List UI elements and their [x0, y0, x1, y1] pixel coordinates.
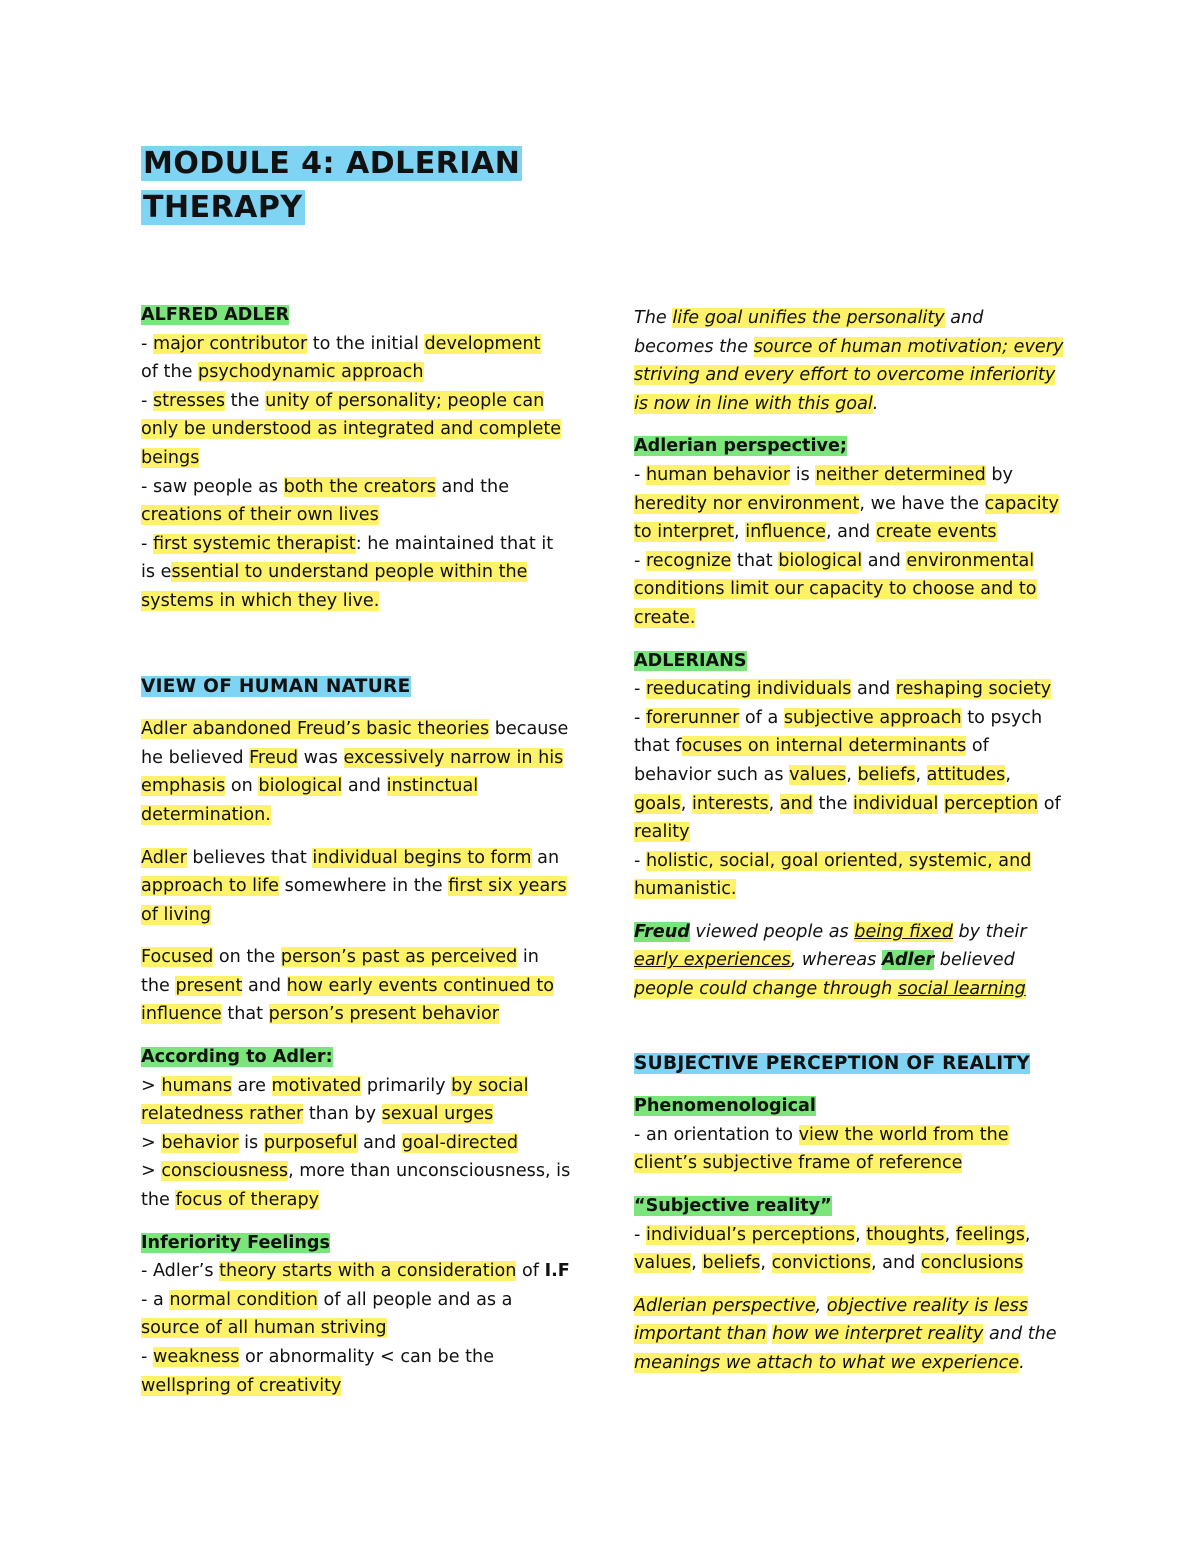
text-segment: sexual urges — [381, 1104, 494, 1125]
text-segment: influence — [141, 1004, 222, 1025]
objective-reality-line — [634, 1320, 1074, 1349]
text-segment: are — [231, 1075, 272, 1096]
text-segment: development — [424, 333, 541, 354]
perspective-line — [634, 518, 1074, 547]
text-segment: individual — [853, 793, 939, 814]
text-segment: - — [634, 1224, 646, 1245]
freud-adler-line — [634, 946, 1074, 975]
text-segment: of all people and as a — [317, 1289, 513, 1310]
para-line — [141, 715, 581, 744]
text-segment: The — [634, 308, 673, 328]
text-segment: is e — [141, 562, 172, 583]
para-line — [141, 972, 581, 1001]
text-segment: meanings we attach to what we experience — [634, 1353, 1020, 1373]
according-to-adler-heading — [141, 1043, 581, 1072]
life-goal-line — [634, 304, 1074, 333]
text-segment: reality — [634, 822, 690, 843]
text-segment: the — [225, 390, 266, 411]
subjective-reality-heading — [634, 1192, 1074, 1221]
text-segment: - — [634, 850, 646, 871]
text-segment: creations of their own lives — [141, 505, 379, 526]
text-segment: behavior — [161, 1132, 239, 1153]
text-segment: of a — [739, 707, 784, 728]
text-segment: SUBJECTIVE PERCEPTION OF REALITY — [634, 1052, 1031, 1074]
title-line-1: MODULE 4: ADLERIAN — [143, 146, 521, 181]
text-segment: on — [225, 776, 259, 797]
text-segment: systems in which they live. — [141, 590, 380, 611]
text-segment: stresses — [152, 390, 226, 411]
text-segment: biological — [778, 550, 863, 571]
text-segment: - — [634, 679, 646, 700]
text-segment: human behavior — [645, 464, 791, 485]
subjreal-line — [634, 1221, 1074, 1250]
freud-adler-line — [634, 918, 1074, 947]
text-segment: approach to life — [141, 876, 279, 897]
text-segment: of the — [141, 362, 199, 383]
text-segment: attitudes — [926, 764, 1006, 785]
text-segment: - — [634, 550, 646, 571]
text-segment: values — [634, 1253, 692, 1274]
text-segment: to the initial — [307, 333, 425, 354]
alfred-line — [141, 587, 581, 616]
text-segment: goal-directed — [401, 1132, 519, 1153]
text-segment: individual begins to form — [312, 847, 532, 868]
text-segment: people could change through — [634, 979, 898, 1000]
text-segment: source of human motivation; every — [753, 336, 1064, 357]
text-segment: consciousness — [161, 1161, 289, 1182]
text-segment: and — [242, 975, 287, 996]
para-line — [141, 943, 581, 972]
text-segment: , — [760, 1253, 772, 1274]
text-segment: he believed — [141, 747, 250, 768]
text-segment: beliefs — [857, 764, 916, 785]
text-segment: ALFRED ADLER — [141, 305, 290, 325]
adlerians-heading — [634, 647, 1074, 676]
text-segment: , — [855, 1224, 867, 1245]
text-segment: of — [516, 1261, 545, 1282]
adlerians-line — [634, 875, 1074, 904]
text-segment: and — [944, 308, 984, 328]
text-segment: > — [141, 1161, 162, 1182]
text-segment: determination. — [141, 804, 271, 825]
perspective-line — [634, 461, 1074, 490]
life-goal-line — [634, 361, 1074, 390]
text-segment: - an orientation to — [634, 1124, 799, 1145]
text-segment: I.F — [544, 1261, 570, 1282]
inferiority-line — [141, 1372, 581, 1401]
text-segment: > — [141, 1075, 162, 1096]
text-segment: Adler abandoned Freud’s basic theories — [141, 719, 490, 740]
text-segment: first systemic therapist — [152, 533, 356, 554]
text-segment: and — [342, 776, 387, 797]
text-segment: important than — [634, 1324, 767, 1345]
text-segment: and — [779, 793, 813, 814]
text-segment: values — [789, 764, 847, 785]
alfred-line — [141, 444, 581, 473]
text-segment: - — [141, 333, 153, 354]
text-segment: and the — [435, 476, 510, 497]
according-line — [141, 1072, 581, 1101]
text-segment: , and — [871, 1253, 921, 1274]
text-segment: was — [298, 747, 344, 768]
text-segment: - a — [141, 1289, 170, 1310]
text-segment: - — [634, 464, 646, 485]
text-segment: - — [141, 390, 153, 411]
text-segment: holistic, social, goal oriented, systemic, and — [645, 850, 1032, 871]
text-segment: , — [1005, 764, 1011, 785]
text-segment: and — [357, 1132, 402, 1153]
text-segment: source of all human striving — [141, 1318, 387, 1339]
text-segment: striving and every effort to overcome inferiority — [634, 365, 1056, 386]
text-segment: believes that — [186, 847, 313, 868]
text-segment: “Subjective reality” — [634, 1196, 832, 1217]
text-segment: on the — [213, 947, 281, 968]
text-segment: environmental — [906, 550, 1035, 571]
text-segment: Adler — [141, 847, 187, 868]
title-line-2: THERAPY — [143, 190, 303, 225]
text-segment: by their — [952, 921, 1027, 942]
text-segment: viewed people as — [689, 921, 855, 942]
view-of-human-nature-heading — [141, 673, 581, 702]
text-segment: ssential to understand people within the — [171, 562, 528, 583]
text-segment: According to Adler: — [141, 1047, 333, 1068]
text-segment: VIEW OF HUMAN NATURE — [141, 675, 411, 697]
text-segment: how early events continued to — [286, 975, 555, 996]
text-segment: Adlerian perspective; — [634, 436, 847, 457]
text-segment: subjective approach — [783, 707, 962, 728]
phenomenological-heading — [634, 1092, 1074, 1121]
text-segment: of living — [141, 904, 211, 925]
text-segment: , — [691, 1253, 703, 1274]
freud-adler-line — [634, 975, 1074, 1004]
text-segment: forerunner — [645, 707, 740, 728]
subjreal-line — [634, 1249, 1074, 1278]
text-segment: major contributor — [152, 333, 308, 354]
life-goal-line — [634, 390, 1074, 419]
text-segment: ADLERIANS — [634, 650, 747, 671]
text-segment: , — [815, 1295, 827, 1316]
text-segment: , we have the — [859, 493, 985, 514]
objective-reality-line — [634, 1349, 1074, 1378]
right-column — [634, 304, 1074, 1378]
text-segment: focus of therapy — [175, 1190, 320, 1211]
text-segment: by — [985, 464, 1013, 485]
text-segment: psychodynamic approach — [198, 362, 424, 383]
adlerians-line — [634, 732, 1074, 761]
text-segment: behavior such as — [634, 764, 790, 785]
text-segment: , — [944, 1224, 956, 1245]
text-segment: relatedness rather — [141, 1104, 304, 1125]
left-column — [141, 301, 581, 1400]
life-goal-line — [634, 333, 1074, 362]
text-segment: humans — [161, 1075, 232, 1096]
alfred-line — [141, 358, 581, 387]
text-segment: person’s past as perceived — [280, 947, 518, 968]
alfred-adler-heading — [141, 301, 581, 330]
text-segment: to psych — [961, 707, 1043, 728]
text-segment: unity of personality; people can — [265, 390, 545, 411]
inferiority-line — [141, 1286, 581, 1315]
text-segment: somewhere in the — [278, 876, 449, 897]
according-line — [141, 1100, 581, 1129]
inferiority-feelings-heading — [141, 1229, 581, 1258]
text-segment: emphasis — [141, 776, 226, 797]
text-segment: is now in line with this goal — [634, 393, 873, 414]
para-line — [141, 1000, 581, 1029]
text-segment: , and — [825, 522, 876, 543]
phenom-line — [634, 1149, 1074, 1178]
text-segment: objective reality is less — [826, 1295, 1028, 1316]
text-segment: the — [141, 975, 176, 996]
text-segment: Freud — [249, 747, 299, 768]
text-segment: an — [531, 847, 560, 868]
para-line — [141, 901, 581, 930]
page-title — [141, 142, 522, 230]
text-segment: - — [141, 533, 153, 554]
objective-reality-line — [634, 1292, 1074, 1321]
para-line — [141, 772, 581, 801]
text-segment: beliefs — [702, 1253, 761, 1274]
text-segment: is — [790, 464, 816, 485]
according-line — [141, 1129, 581, 1158]
text-segment: : he maintained that it — [355, 533, 554, 554]
text-segment: or abnormality < can be the — [239, 1347, 495, 1367]
perspective-line — [634, 490, 1074, 519]
text-segment: Inferiority Feelings — [141, 1232, 330, 1253]
perspective-line — [634, 575, 1074, 604]
text-segment: heredity nor environment — [634, 493, 860, 514]
text-segment: , — [680, 793, 692, 814]
text-segment: life goal unifies the personality — [672, 308, 945, 328]
text-segment: weakness — [152, 1347, 240, 1367]
text-segment: that — [221, 1004, 269, 1025]
text-segment: goals — [634, 793, 681, 814]
text-segment: create. — [634, 607, 696, 628]
adlerians-line — [634, 847, 1074, 876]
text-segment: Adler — [881, 950, 935, 971]
text-segment: motivated — [271, 1075, 362, 1096]
para-line — [141, 801, 581, 830]
inferiority-line — [141, 1343, 581, 1372]
text-segment: individual’s perceptions — [645, 1224, 856, 1245]
text-segment: create events — [875, 522, 997, 543]
text-segment: theory starts with a consideration — [219, 1261, 517, 1282]
text-segment: wellspring of creativity — [141, 1375, 342, 1396]
text-segment: view the world from the — [798, 1124, 1009, 1145]
text-segment: social learning — [897, 979, 1026, 1000]
text-segment: first six years — [448, 876, 567, 897]
text-segment: than by — [303, 1104, 382, 1125]
alfred-line — [141, 501, 581, 530]
text-segment: , — [915, 764, 927, 785]
text-segment: - Adler’s — [141, 1261, 220, 1282]
according-line — [141, 1186, 581, 1215]
text-segment: reshaping society — [895, 679, 1052, 700]
text-segment: convictions — [771, 1253, 871, 1274]
text-segment: to interpret — [634, 522, 734, 543]
text-segment: , — [1024, 1224, 1031, 1245]
text-segment: , — [846, 764, 858, 785]
alfred-line — [141, 530, 581, 559]
text-segment: Focused — [141, 947, 214, 968]
text-segment: becomes the — [634, 336, 754, 357]
text-segment: perception — [943, 793, 1039, 814]
text-segment: and — [851, 679, 896, 700]
text-segment: because — [489, 719, 569, 740]
text-segment: primarily — [361, 1075, 452, 1096]
adlerians-line — [634, 818, 1074, 847]
text-segment: reeducating individuals — [645, 679, 852, 700]
text-segment: being fixed — [854, 921, 953, 942]
text-segment: that — [731, 550, 779, 571]
text-segment: Freud — [634, 921, 690, 942]
text-segment: how we interpret reality — [772, 1324, 984, 1345]
text-segment: . — [1019, 1353, 1025, 1373]
text-segment: , whereas — [790, 950, 882, 971]
text-segment: . — [872, 393, 879, 414]
perspective-line — [634, 604, 1074, 633]
adlerians-line — [634, 790, 1074, 819]
text-segment: present — [175, 975, 243, 996]
text-segment: neither determined — [815, 464, 986, 485]
text-segment: early experiences — [634, 950, 791, 971]
text-segment: instinctual — [386, 776, 479, 797]
text-segment: of — [966, 736, 989, 757]
alfred-line — [141, 387, 581, 416]
text-segment: is — [238, 1132, 264, 1153]
adlerians-line — [634, 675, 1074, 704]
text-segment: interests — [691, 793, 769, 814]
perspective-line — [634, 547, 1074, 576]
text-segment: ocuses on internal determinants — [681, 736, 967, 757]
text-segment: client’s subjective frame of reference — [634, 1153, 963, 1174]
alfred-line — [141, 330, 581, 359]
para-line — [141, 744, 581, 773]
inferiority-line — [141, 1314, 581, 1343]
text-segment: believed — [934, 950, 1015, 971]
alfred-line — [141, 558, 581, 587]
text-segment: of — [1038, 793, 1061, 814]
text-segment: that f — [634, 736, 682, 757]
text-segment: biological — [258, 776, 343, 797]
text-segment: the — [141, 1190, 176, 1211]
text-segment: person’s present behavior — [268, 1004, 500, 1025]
text-segment: Adlerian perspective — [634, 1295, 816, 1316]
text-segment: excessively narrow in his — [343, 747, 564, 768]
adlerians-line — [634, 704, 1074, 733]
alfred-line — [141, 415, 581, 444]
text-segment: , — [734, 522, 746, 543]
subjective-perception-heading — [634, 1050, 1074, 1079]
text-segment: by social — [451, 1075, 529, 1096]
text-segment: Phenomenological — [634, 1096, 816, 1117]
inferiority-line — [141, 1257, 581, 1286]
alfred-line — [141, 473, 581, 502]
text-segment: conclusions — [920, 1253, 1024, 1274]
text-segment: - — [634, 707, 646, 728]
text-segment: and the — [983, 1324, 1057, 1345]
text-segment: humanistic. — [634, 879, 737, 900]
according-line — [141, 1157, 581, 1186]
text-segment: capacity — [984, 493, 1059, 514]
text-segment: and — [862, 550, 907, 571]
text-segment: > — [141, 1132, 162, 1153]
adlerian-perspective-heading — [634, 432, 1074, 461]
text-segment: , more than unconsciousness, is — [288, 1161, 571, 1182]
text-segment: - — [141, 1347, 153, 1367]
text-segment: thoughts — [866, 1224, 945, 1245]
para-line — [141, 844, 581, 873]
text-segment: recognize — [645, 550, 732, 571]
text-segment: the — [812, 793, 853, 814]
text-segment: influence — [745, 522, 826, 543]
text-segment: conditions limit our capacity to choose and to — [634, 579, 1037, 600]
text-segment: normal condition — [169, 1289, 318, 1310]
text-segment: only be understood as integrated and complete — [141, 419, 562, 440]
text-segment: purposeful — [263, 1132, 358, 1153]
text-segment: feelings — [955, 1224, 1025, 1245]
text-segment: both the creators — [283, 476, 436, 497]
para-line — [141, 872, 581, 901]
text-segment: , — [768, 793, 780, 814]
phenom-line — [634, 1121, 1074, 1150]
text-segment: - saw people as — [141, 476, 284, 497]
text-segment: in — [517, 947, 539, 968]
adlerians-line — [634, 761, 1074, 790]
text-segment: beings — [141, 447, 200, 468]
